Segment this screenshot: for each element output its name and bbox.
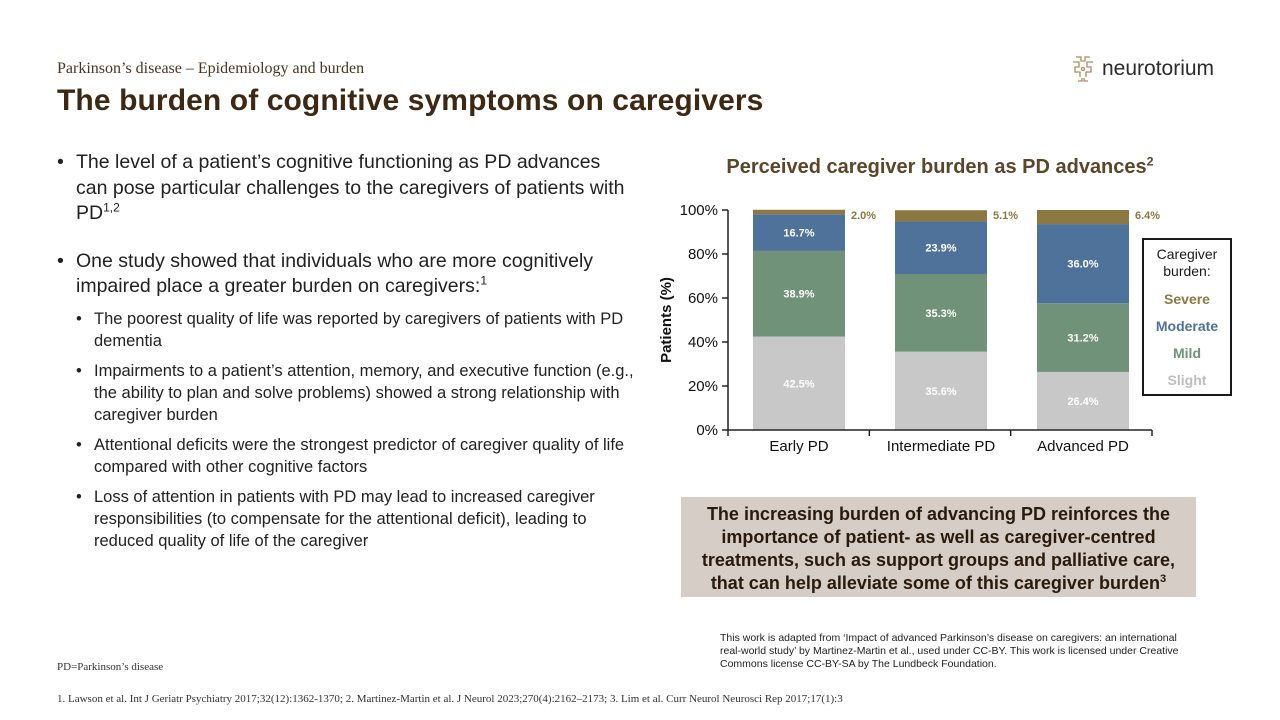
bullet-text: The level of a patient’s cognitive functioning as PD advances can pose particular challenges to the caregivers of patients with PD — [76, 151, 625, 224]
data-label: 16.7% — [783, 227, 815, 240]
bar-segment-severe — [1037, 210, 1129, 224]
legend-title-line: burden: — [1163, 263, 1211, 279]
logo — [1070, 54, 1214, 84]
data-label: 31.2% — [1067, 332, 1099, 345]
references: 1. Lawson et al. Int J Geriatr Psychiatry 2017;32(12):1362-1370; 2. Martinez-Martin et al. J Neurol 2023;270(4):2162–2173; 3. Lim et al. Curr Neurol Neurosci Rep 2017;17(1):3 — [57, 693, 843, 705]
logo-text: neurotorium — [1102, 57, 1215, 80]
bullet-item — [57, 150, 637, 227]
page-title: The burden of cognitive symptoms on caregivers — [57, 84, 764, 117]
y-tick-label: 40% — [687, 334, 718, 351]
y-tick-label: 100% — [679, 202, 718, 219]
callout-text: The increasing burden of advancing PD reinforces the importance of patient- as well as caregiver-centred treatments, such as support groups and palliative care, that can help alleviate some of this caregiver burden — [701, 504, 1176, 593]
sub-bullet-item: • The poorest quality of life was reported by caregivers of patients with PD dementia — [76, 308, 637, 352]
section-subtitle: Parkinson’s disease – Epidemiology and burden — [57, 60, 365, 77]
data-label: 2.0% — [851, 209, 877, 222]
legend-title — [1144, 246, 1230, 280]
bullet-list — [57, 150, 637, 560]
data-label: 23.9% — [925, 242, 957, 255]
sub-bullet-item: • Impairments to a patient’s attention, memory, and executive function (e.g., the ability to plan and solve problems) showed a strong relationship with caregiver burden — [76, 360, 637, 426]
data-label: 5.1% — [993, 210, 1019, 223]
data-label: 26.4% — [1067, 395, 1099, 408]
chart-legend — [1142, 238, 1232, 396]
x-category-label: Intermediate PD — [886, 438, 996, 455]
data-label: 35.6% — [925, 385, 957, 398]
abbreviation-note: PD=Parkinson’s disease — [57, 661, 164, 673]
legend-item-severe: Severe — [1164, 291, 1210, 307]
legend-item-slight: Slight — [1167, 372, 1207, 388]
sub-bullet-item: • Loss of attention in patients with PD may lead to increased caregiver responsibilities (to compensate for the attentional deficit), leading to reduced quality of life of the caregiver — [76, 486, 637, 552]
data-label: 6.4% — [1135, 210, 1161, 222]
license-note: This work is adapted from ‘Impact of advanced Parkinson’s disease on caregivers: an international real-world study’ by Martinez-Martin et al., used under CC-BY. This work is licensed under Creative Commons license CC-BY-SA by The Lundbeck Foundation. — [720, 632, 1179, 670]
y-tick-label: 60% — [687, 290, 718, 307]
legend-item-mild: Mild — [1173, 345, 1201, 361]
data-label: 35.3% — [925, 307, 957, 320]
reference-superscript: 2 — [1146, 154, 1154, 169]
chart-title-text: Perceived caregiver burden as PD advances — [726, 156, 1147, 178]
chart-title — [680, 156, 1200, 179]
x-category-label: Advanced PD — [1037, 438, 1129, 455]
y-axis-label: Patients (%) — [658, 277, 675, 363]
reference-superscript: 3 — [1159, 573, 1167, 585]
reference-superscript: 1 — [480, 273, 488, 288]
bullet-item — [57, 249, 637, 300]
sub-bullet-item: • Attentional deficits were the strongest predictor of caregiver quality of life compared with other cognitive factors — [76, 434, 637, 478]
brain-logo-icon — [1070, 54, 1096, 84]
data-label: 38.9% — [783, 288, 815, 301]
bar-segment-severe — [895, 210, 987, 221]
legend-items — [1144, 291, 1230, 388]
bar-segment-severe — [753, 210, 845, 214]
bullet-text: One study showed that individuals who are more cognitively impaired place a greater burden on caregivers: — [76, 249, 594, 297]
stacked-bar-chart — [640, 195, 1161, 465]
y-tick-label: 20% — [687, 378, 718, 395]
callout-box — [681, 497, 1196, 597]
reference-superscript: 1,2 — [103, 200, 120, 215]
legend-item-moderate: Moderate — [1155, 318, 1219, 334]
legend-title-line: Caregiver — [1156, 246, 1218, 262]
data-label: 42.5% — [783, 378, 815, 391]
data-label: 36.0% — [1067, 258, 1099, 271]
y-tick-label: 80% — [687, 246, 718, 263]
x-category-label: Early PD — [769, 438, 829, 455]
y-tick-label: 0% — [696, 422, 718, 439]
